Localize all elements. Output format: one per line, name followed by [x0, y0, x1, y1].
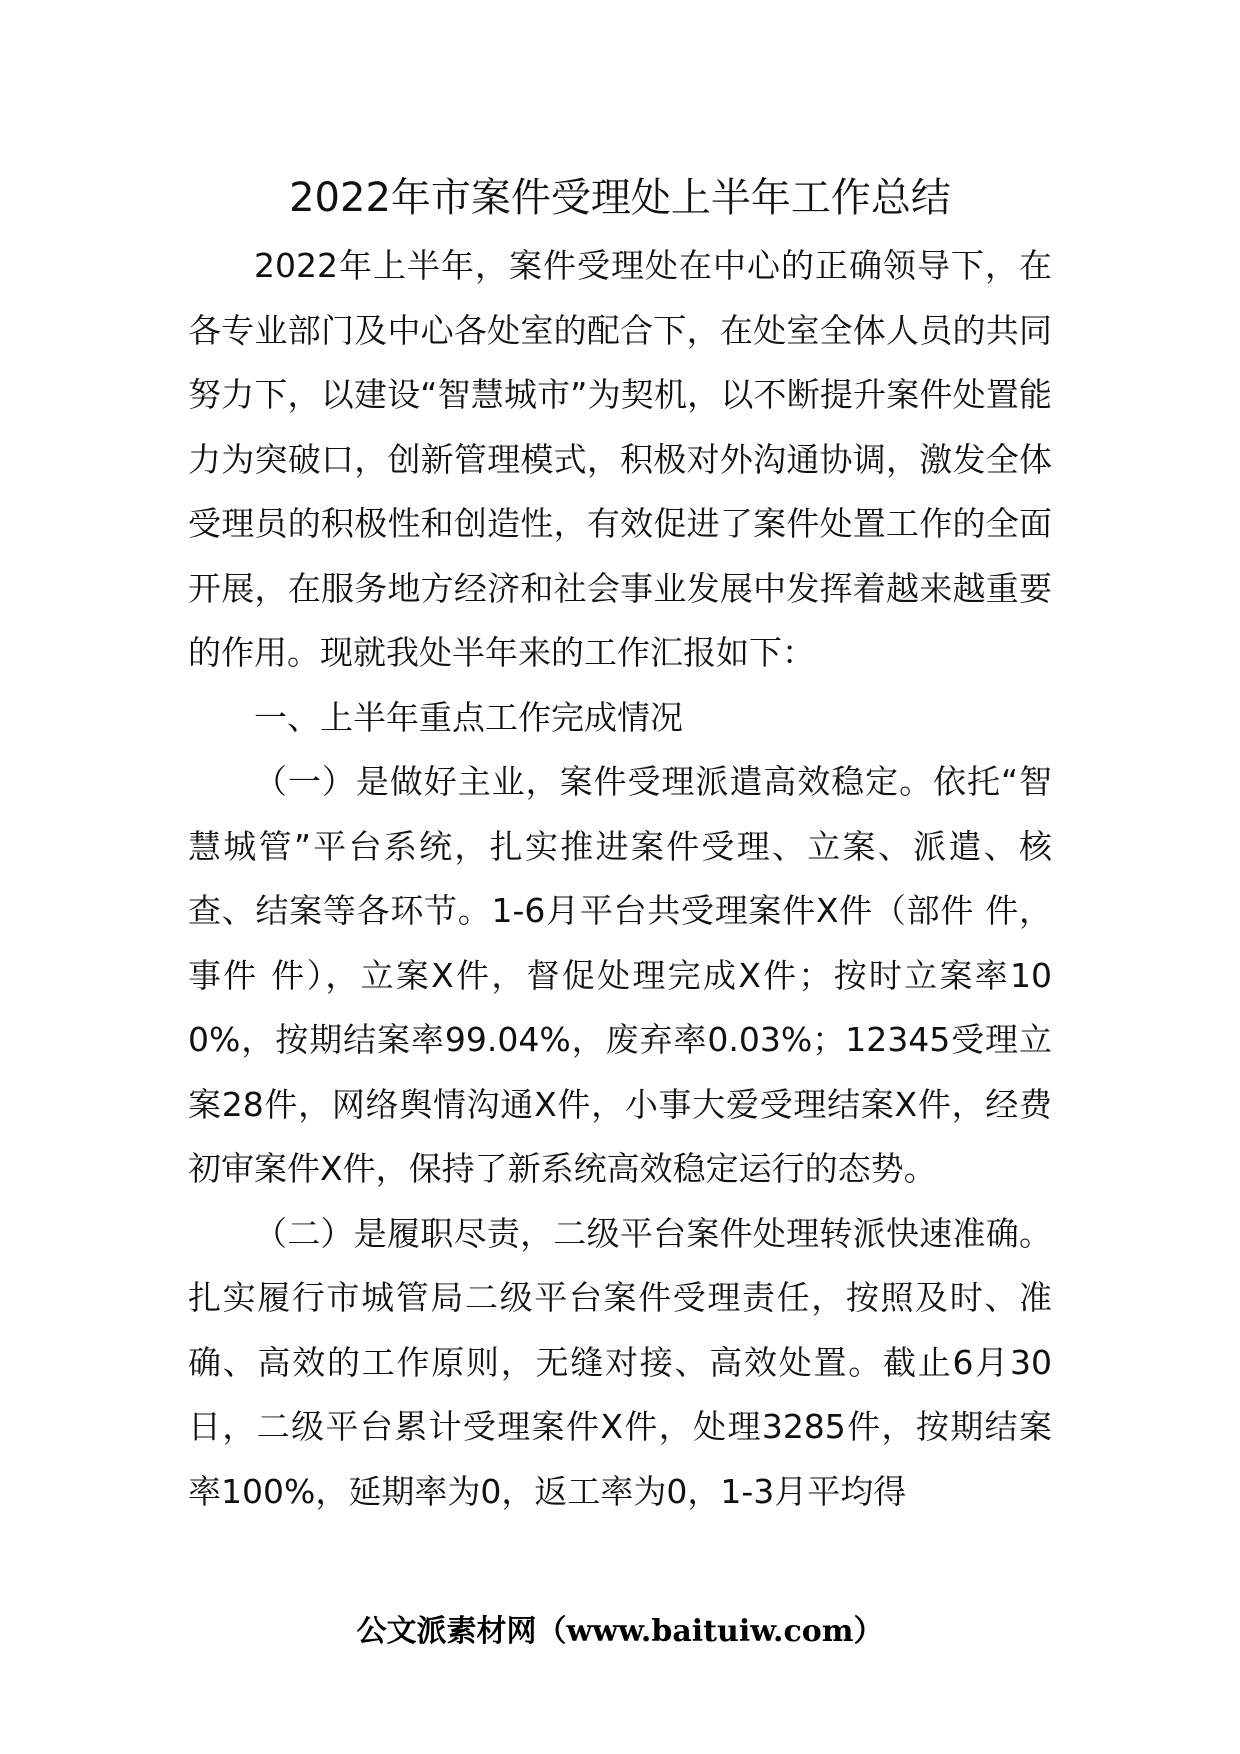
document-body — [188, 234, 1052, 1524]
footer-watermark: 公文派素材网（www.baituiw.com） — [356, 1614, 884, 1649]
item-one-paragraph: （一）是做好主业，案件受理派遣高效稳定。依托“智慧城管”平台系统，扎实推进案件受理、立案、派遣、核查、结案等各环节。1-6月平台共受理案件X件（部件 件，事件 件），立案X件，督促处理完成X件；按时立案率100%，按期结案率99.04%，废弃率0.03%；12345受理立案28件，网络舆情沟通X件，小事大爱受理结案X件，经费初审案件X件，保持了新系统高效稳定运行的态势。 — [188, 762, 1052, 1188]
item-two-paragraph: （二）是履职尽责，二级平台案件处理转派快速准确。扎实履行市城管局二级平台案件受理责任，按照及时、准确、高效的工作原则，无缝对接、高效处置。截止6月30日，二级平台累计受理案件X件，处理3285件，按期结案率100%，延期率为0，返工率为0，1-3月平均得 — [188, 1213, 1052, 1511]
section-heading: 一、上半年重点工作完成情况 — [254, 697, 683, 737]
intro-paragraph: 2022年上半年，案件受理处在中心的正确领导下，在各专业部门及中心各处室的配合下，在处室全体人员的共同努力下，以建设“智慧城市”为契机，以不断提升案件处置能力为突破口，创新管理模式，积极对外沟通协调，激发全体受理员的积极性和创造性，有效促进了案件处置工作的全面开展，在服务地方经济和社会事业发展中发挥着越来越重要的作用。现就我处半年来的工作汇报如下： — [188, 246, 1052, 672]
document-title: 2022年市案件受理处上半年工作总结 — [289, 175, 951, 221]
